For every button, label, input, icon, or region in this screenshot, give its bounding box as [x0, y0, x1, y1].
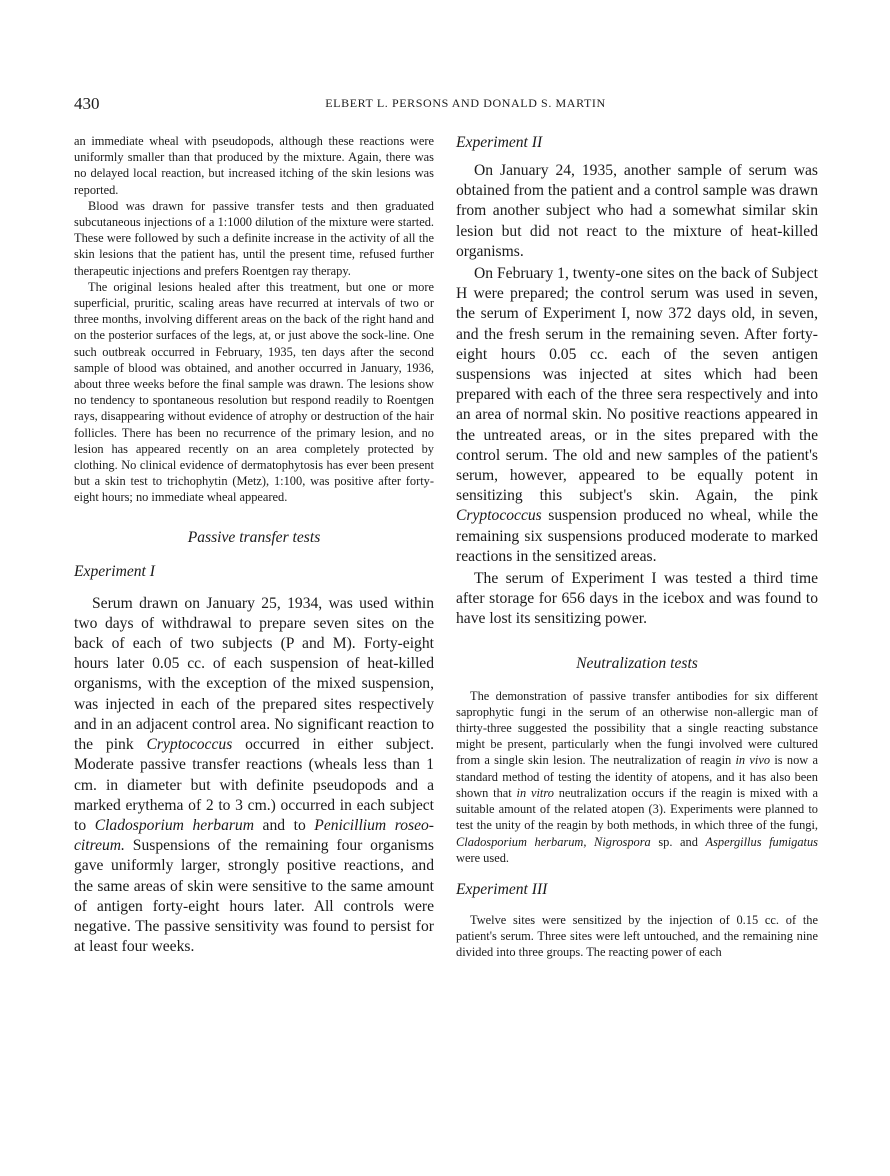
- paragraph: The original lesions healed after this treatment, but one or more superficial, pruritic, scaling areas have recurred at intervals of two or three months, involving different areas on the back of the right hand and on the posterior surfaces of the legs, at, or just above the sock-line. One such outbreak occurred in February, 1935, ten days after the second sample of blood was obtained, and another occurred in January, 1936, about three weeks before the final sample was drawn. The lesions show no tendency to spontaneous resolution but respond readily to Roentgen rays, disappearing without evidence of atrophy or destruction of the hair follicles. There has been no recurrence of the primary lesion, and no lesion has appeared recently on an area completely protected by clothing. No clinical evidence of dermatophytosis has ever been present but a skin test to trichophytin (Metz), 1:100, was positive after forty-eight hours; no immediate wheal appeared.: [74, 279, 434, 505]
- text-run: and to: [254, 816, 315, 834]
- text-run: occurred in either subject. Moderate passive transfer reactions (wheals less than 1 cm. in diameter but with definite pseudopods and a marked erythema of 2 to 3 cm.) occurred in each subject to: [74, 736, 434, 834]
- subsection-heading-experiment-1: Experiment I: [74, 562, 155, 580]
- subsection-heading-experiment-3: Experiment III: [456, 880, 548, 898]
- text-run: neutralization occurs if the reagin is mixed with a suitable amount of the related atopen (3). Experiments were planned to test the unity of the reagin by both methods, in which three of the fungi,: [456, 785, 819, 833]
- right-column: [456, 133, 818, 961]
- text-run: The demonstration of passive transfer antibodies for six different saprophytic fungi in the serum of an otherwise non-allergic man of thirty-three suggested the possibility that a single reacting substance might be present, particularly when the fungi involved were cultured from a single skin lesion. The neutralization of reagin: [456, 688, 818, 768]
- species-name: Aspergillus fumigatus: [705, 834, 818, 849]
- paragraph: Blood was drawn for passive transfer tests and then graduated subcutaneous injections of a 1:1000 dilution of the mixture were started. These were followed by such a definite increase in the activity of all the skin lesions that the patient has, until the present time, refused further therapeutic injections and prefers Roentgen ray therapy.: [74, 198, 434, 278]
- text-run: Serum drawn on January 25, 1934, was used within two days of withdrawal to prepare seven sites on the back of each of two subjects (P and M). Forty-eight hours later 0.05 cc. of each suspension of heat-killed organisms, with the exception of the mixed suspension, was injected in each of the prepared sites respectively and in an adjacent control area. No significant reaction to the pink: [74, 594, 434, 754]
- paragraph: an immediate wheal with pseudopods, although these reactions were uniformly smaller than that produced by the mixture. Again, there was no delayed local reaction, but increased itching of the skin lesions was reported.: [74, 134, 434, 197]
- paragraph: [456, 688, 818, 866]
- paragraph: [456, 264, 818, 567]
- italic-term: in vitro: [516, 785, 554, 800]
- text-run: is now a standard method of testing the identity of atopens, and it has also been shown that: [456, 753, 818, 800]
- section-heading-neutralization: Neutralization tests: [576, 654, 698, 672]
- paragraph: On January 24, 1935, another sample of serum was obtained from the patient and a control sample was drawn from another subject who had a somewhat similar skin lesion but did not react to the mixture of heat-killed organisms.: [456, 162, 818, 260]
- text-run: suspension produced no wheal, while the remaining six suspensions produced moderate to marked reactions in the sensitized areas.: [456, 507, 818, 565]
- species-name: Cryptococcus: [456, 507, 542, 525]
- subsection-heading-experiment-2: Experiment II: [456, 134, 543, 151]
- species-name: Penicillium roseo-citreum.: [74, 816, 434, 855]
- text-run: were used.: [456, 850, 509, 865]
- species-name: Cladosporium herbarum, Nigrospora: [456, 834, 651, 849]
- paragraph: The serum of Experiment I was tested a third time after storage for 656 days in the icebox and was found to have lost its sensitizing power.: [456, 570, 818, 628]
- text-run: sp. and: [650, 834, 706, 849]
- text-run: Suspensions of the remaining four organisms gave uniformly larger, strongly positive reactions, and the same areas of skin were sensitive to the same amount of antigen forty-eight hours later. All controls were negative. The passive sensitivity was found to persist for at least four weeks.: [74, 837, 434, 956]
- paragraph: [74, 594, 434, 958]
- page-number: 430: [74, 94, 100, 113]
- left-column: [74, 133, 434, 957]
- text-run: On February 1, twenty-one sites on the back of Subject H were prepared; the control serum was used in seven, the serum of Experiment I, now 372 days old, in seven, and the fresh serum in the remaining seven. After forty-eight hours 0.05 cc. each of the seven antigen suspensions was injected at sites which had been prepared with each of the three sera respectively and into an area of normal skin. No positive reactions appeared in the untreated areas, or in the sites prepared with the control serum. The old and new samples of the patient's serum, however, appeared to be equally potent in sensitizing this subject's skin. Again, the pink: [456, 265, 818, 505]
- species-name: Cryptococcus: [146, 736, 233, 754]
- paragraph: Twelve sites were sensitized by the injection of 0.15 cc. of the patient's serum. Three sites were left untouched, and the remaining nine divided into three groups. The reacting power of each: [456, 912, 818, 960]
- running-head: ELBERT L. PERSONS AND DONALD S. MARTIN: [325, 96, 606, 110]
- italic-term: in vivo: [735, 753, 771, 768]
- species-name: Cladosporium herbarum: [94, 816, 254, 834]
- page-header: [74, 94, 817, 118]
- section-heading-passive-transfer: Passive transfer tests: [187, 528, 321, 546]
